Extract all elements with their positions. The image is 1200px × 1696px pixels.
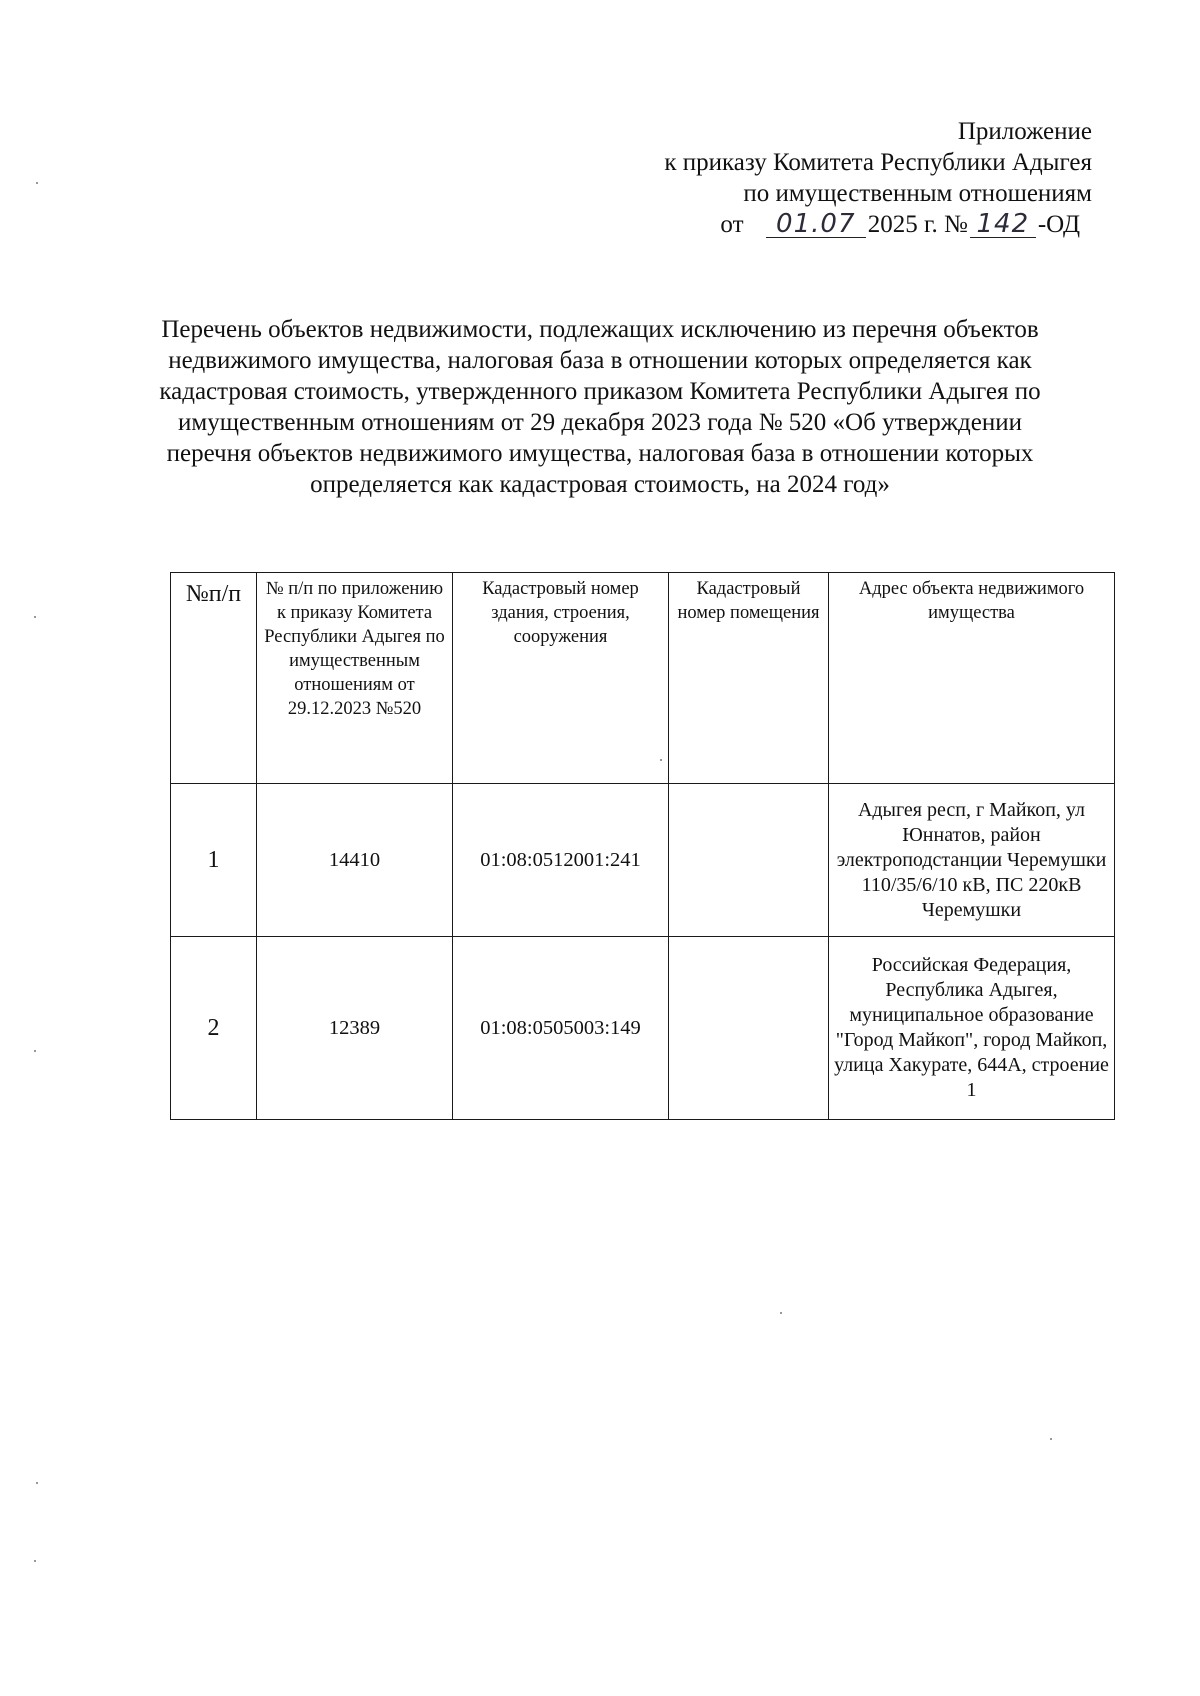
building-cadastral-cell: 01:08:0512001:241 (453, 784, 669, 937)
header-row-number: №п/п (171, 573, 257, 784)
appendix-committee: по имущественным отношениям (743, 180, 1092, 207)
document-title: Перечень объектов недвижимости, подлежащих исключению из перечня объектов недвижимого имущества, налоговая база в отношении которых определяется как кадастровая стоимость, утвержденного приказом Комитета Республики Адыгея по имущественным отношениям от 29 декабря 2023 года № 520 «Об утверждении перечня объектов недвижимого имущества, налоговая база в отношении которых определяется как кадастровая стоимость, на 2024 год» (159, 316, 1041, 498)
appendix-label: Приложение (957, 118, 1092, 145)
table-row (171, 784, 1115, 937)
date-prefix: от (720, 211, 744, 238)
objects-table (170, 572, 1115, 1120)
appendix-date-line (492, 209, 1092, 240)
scan-speck (34, 616, 36, 618)
order-number-suffix: -ОД (1037, 211, 1080, 238)
address-cell: Российская Федерация, Республика Адыгея, муниципальное образование "Город Майкоп", город Майкоп, улица Хакурате, 644А, строение 1 (829, 937, 1115, 1120)
scan-speck (780, 1312, 782, 1314)
header-premise-cadastral: Кадастровый номер помещения (669, 573, 829, 784)
header-address: Адрес объекта недвижимого имущества (829, 573, 1115, 784)
appendix-header (492, 116, 1092, 240)
scan-speck (36, 182, 38, 184)
header-building-cadastral: Кадастровый номер здания, строения, сооружения (453, 573, 669, 784)
appendix-order-ref: к приказу Комитета Республики Адыгея (664, 149, 1092, 176)
year-text: 2025 г. № (867, 211, 968, 238)
row-number: 1 (171, 784, 257, 937)
handwritten-order-number: 142 (970, 211, 1036, 238)
address-cell: Адыгея респ, г Майкоп, ул Юннатов, район электроподстанции Черемушки 110/35/6/10 кВ, ПС 220кВ Черемушки (829, 784, 1115, 937)
appendix-number-cell: 14410 (257, 784, 453, 937)
appendix-number-cell: 12389 (257, 937, 453, 1120)
table-row (171, 937, 1115, 1120)
header-appendix-number: № п/п по приложению к приказу Комитета Республики Адыгея по имущественным отношениям от 29.12.2023 №520 (257, 573, 453, 784)
scan-speck (36, 1482, 38, 1484)
scan-speck (1050, 1438, 1052, 1440)
table-header-row (171, 573, 1115, 784)
premise-cadastral-cell (669, 784, 829, 937)
handwritten-date: 01.07 (766, 211, 866, 238)
row-number: 2 (171, 937, 257, 1120)
scan-speck (660, 759, 662, 761)
building-cadastral-cell: 01:08:0505003:149 (453, 937, 669, 1120)
scan-speck (34, 1560, 36, 1562)
scan-speck (34, 1050, 36, 1052)
premise-cadastral-cell (669, 937, 829, 1120)
